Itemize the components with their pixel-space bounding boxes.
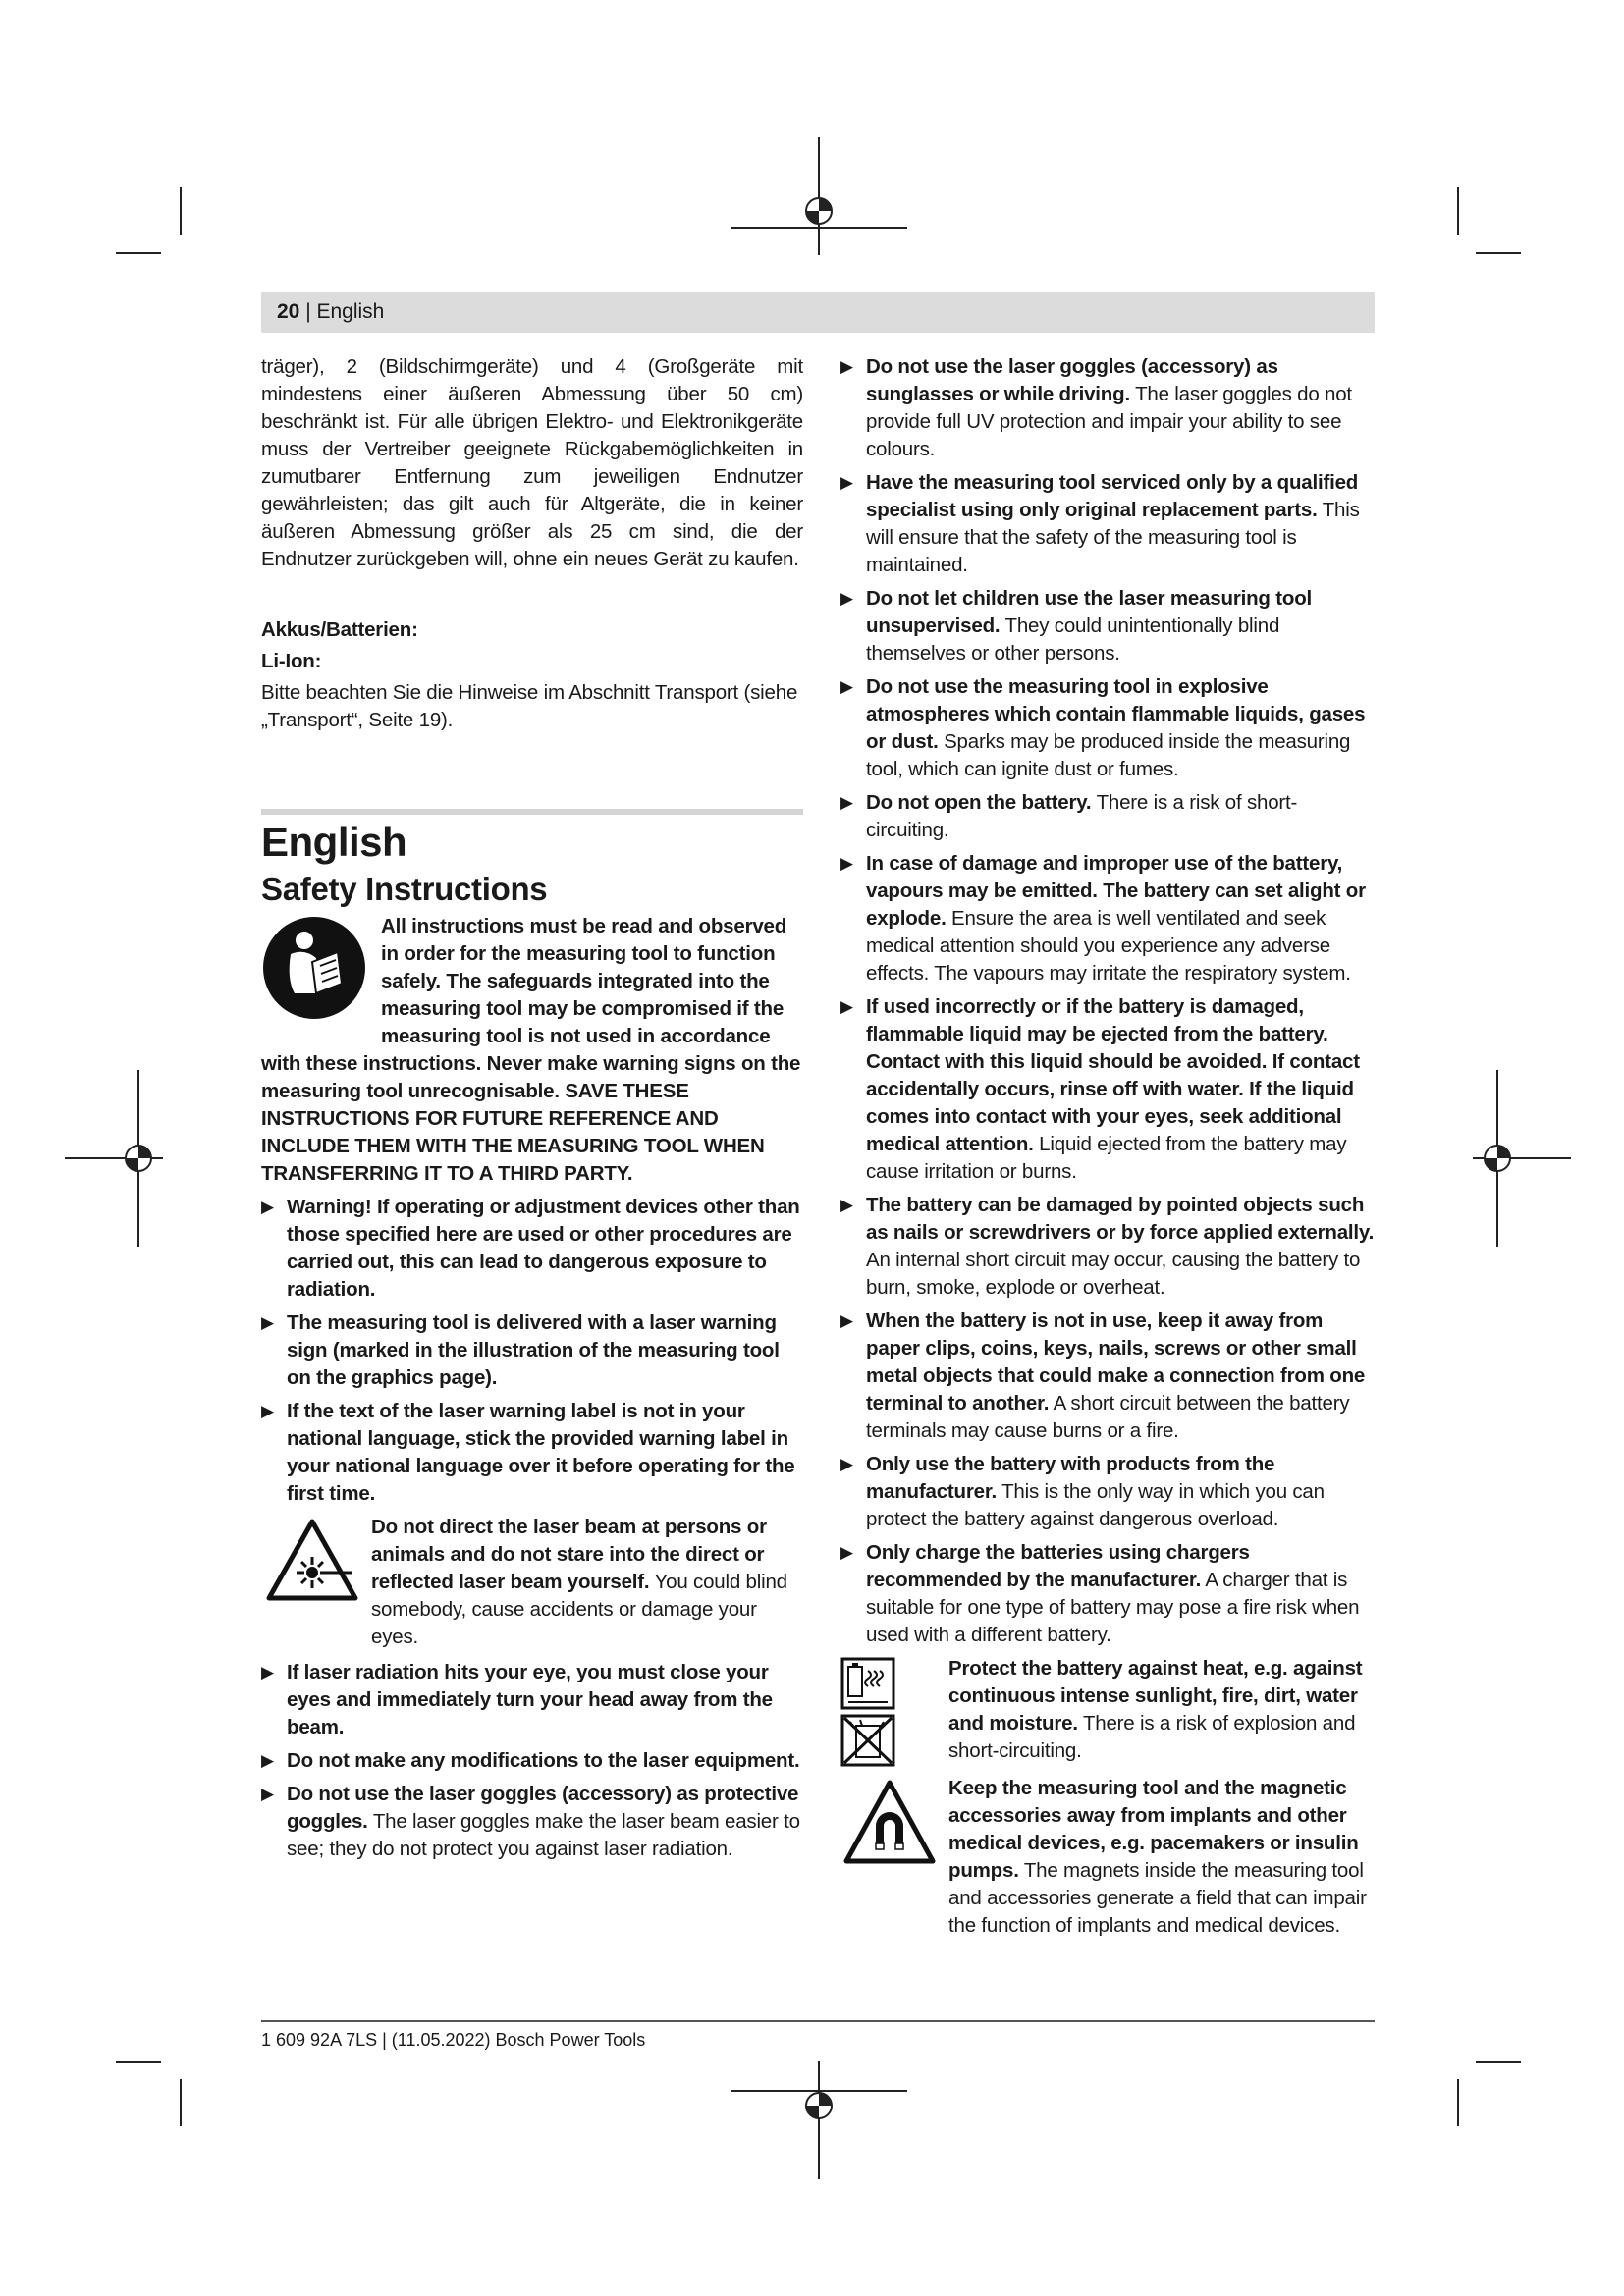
- item-text: Liquid ejected from the battery may cause irritation or burns.: [866, 1133, 1347, 1183]
- item-bold: If laser radiation hits your eye, you must close your eyes and immediately turn your head away from the beam.: [287, 1661, 773, 1738]
- bullet-arrow-icon: ▶: [261, 1663, 274, 1682]
- read-instructions-block: [261, 913, 803, 1188]
- right-column: [840, 353, 1379, 1940]
- list-item: [840, 993, 1379, 1186]
- section-title: English: [261, 819, 407, 865]
- list-item: [840, 673, 1379, 783]
- laser-warning-bold: Do not direct the laser beam at persons or animals and do not stare into the direct or reflected laser beam yourself.: [371, 1516, 767, 1593]
- item-bold: Do not let children use the laser measuring tool unsupervised.: [866, 587, 1313, 637]
- registration-mark-icon: [1473, 1070, 1571, 1247]
- read-instructions-text: All instructions must be read and observed in order for the measuring tool to function safely. The safeguards integrated into the measuring tool may be compromised if the measuring tool is not used in accordance with these instructions. Never make warning signs on the measuring tool unrecognisable. SAVE THESE INSTRUCTIONS FOR FUTURE REFERENCE AND INCLUDE THEM WITH THE MEASURING TOOL WHEN TRANSFERRING IT TO A THIRD PARTY.: [261, 915, 801, 1185]
- magnet-hazard-icon: [842, 1779, 937, 1865]
- item-bold: If the text of the laser warning label is not in your national language, stick the provided warning label in your national language over it before operating for the first time.: [287, 1400, 795, 1505]
- crop-mark: [1476, 252, 1521, 254]
- bullet-arrow-icon: ▶: [840, 1196, 853, 1214]
- bullet-arrow-icon: ▶: [840, 589, 853, 608]
- crop-mark: [116, 252, 161, 254]
- bullet-arrow-icon: ▶: [261, 1785, 274, 1803]
- page-number: 20: [277, 300, 300, 323]
- bullet-arrow-icon: ▶: [840, 1311, 853, 1330]
- item-text: An internal short circuit may occur, causing the battery to burn, smoke, explode or overheat.: [866, 1249, 1361, 1299]
- heat-warning-normal: There is a risk of explosion and short-circuiting.: [948, 1712, 1356, 1762]
- bullet-arrow-icon: ▶: [840, 793, 853, 812]
- item-bold: Do not use the laser goggles (accessory) as sunglasses or while driving.: [866, 355, 1278, 405]
- item-text: A charger that is suitable for one type of battery may pose a fire risk when used with a different battery.: [866, 1569, 1360, 1646]
- crop-mark: [180, 187, 182, 235]
- laser-warning-normal: You could blind somebody, cause accidents or damage your eyes.: [371, 1571, 787, 1648]
- list-item: [840, 469, 1379, 579]
- crop-mark: [116, 2061, 161, 2063]
- item-bold: In case of damage and improper use of the battery, vapours may be emitted. The battery can set alight or explode.: [866, 852, 1366, 930]
- heat-warning-block: [840, 1655, 1379, 1765]
- bullet-arrow-icon: ▶: [261, 1198, 274, 1216]
- item-bold: The battery can be damaged by pointed objects such as nails or screwdrivers or by force applied externally.: [866, 1194, 1375, 1244]
- batteries-heading: Akkus/Batterien:: [261, 618, 418, 641]
- list-item: [840, 1451, 1379, 1533]
- item-text: A short circuit between the battery terminals may cause burns or a fire.: [866, 1392, 1350, 1442]
- item-bold: Warning! If operating or adjustment devices other than those specified here are used or other procedures are carried out, this can lead to dangerous exposure to radiation.: [287, 1196, 800, 1301]
- item-bold: Only use the battery with products from the manufacturer.: [866, 1453, 1275, 1503]
- list-item: [840, 789, 1379, 844]
- liion-text: Bitte beachten Sie die Hinweise im Abschnitt Transport (siehe „Transport“, Seite 19).: [261, 681, 798, 731]
- item-text: Sparks may be produced inside the measuring tool, which can ignite dust or fumes.: [866, 730, 1351, 780]
- list-item: [840, 1192, 1379, 1302]
- list-item: [261, 1398, 803, 1508]
- item-text: There is a risk of short-circuiting.: [866, 791, 1298, 841]
- laser-hazard-icon: [265, 1518, 359, 1602]
- registration-mark-icon: [731, 137, 907, 255]
- item-bold: Only charge the batteries using chargers recommended by the manufacturer.: [866, 1541, 1250, 1591]
- crop-mark: [1476, 2061, 1521, 2063]
- item-bold: Do not use the laser goggles (accessory) as protective goggles.: [287, 1783, 799, 1833]
- header-language: English: [316, 300, 385, 323]
- bullet-arrow-icon: ▶: [840, 473, 853, 492]
- liion-heading: Li-Ion:: [261, 650, 322, 672]
- list-item: [840, 1539, 1379, 1649]
- list-item: [840, 353, 1379, 463]
- bullet-arrow-icon: ▶: [261, 1313, 274, 1332]
- item-text: The laser goggles make the laser beam easier to see; they do not protect you against laser radiation.: [287, 1810, 800, 1860]
- item-text: This is the only way in which you can protect the battery against dangerous overload.: [866, 1480, 1325, 1530]
- left-column: [261, 353, 803, 1869]
- heat-warning-text: [948, 1655, 1379, 1765]
- item-bold: Do not open the battery.: [866, 791, 1092, 814]
- registration-mark-icon: [731, 2061, 907, 2179]
- list-item: [261, 1659, 803, 1741]
- bullet-arrow-icon: ▶: [840, 677, 853, 696]
- item-bold: When the battery is not in use, keep it away from paper clips, coins, keys, nails, screws or other small metal objects that could make a connection from one terminal to another.: [866, 1309, 1366, 1415]
- list-item: [261, 1781, 803, 1863]
- list-item: [840, 850, 1379, 988]
- battery-water-icon: [840, 1714, 895, 1767]
- page-footer: 1 609 92A 7LS | (11.05.2022) Bosch Power Tools: [261, 2030, 646, 2050]
- laser-warning-block: [261, 1514, 803, 1651]
- list-item: [840, 585, 1379, 667]
- header-separator: |: [299, 300, 317, 323]
- item-text: Ensure the area is well ventilated and seek medical attention should you experience any adverse effects. The vapours may irritate the respiratory system.: [866, 907, 1351, 985]
- battery-heat-icon: [840, 1657, 895, 1710]
- magnet-warning-block: [840, 1775, 1379, 1940]
- intro-paragraph: träger), 2 (Bildschirmgeräte) und 4 (Großgeräte mit mindestens einer äußeren Abmessung über 50 cm) beschränkt ist. Für alle übrigen Elektro- und Elektronikgeräte muss der Vertreiber geeignete Rückgabemöglichkeiten in zumutbarer Entfernung zum jeweiligen Endnutzer gewährleisten; das gilt auch für Altgeräte, die in keiner äußeren Abmessung größer als 25 cm sind, die der Endnutzer zurückgeben will, ohne ein neues Gerät zu kaufen.: [261, 355, 803, 570]
- magnet-warning-normal: The magnets inside the measuring tool and accessories generate a field that can impair the function of implants and medical devices.: [948, 1859, 1367, 1937]
- bullet-arrow-icon: ▶: [261, 1402, 274, 1420]
- item-text: The laser goggles do not provide full UV protection and impair your ability to see colours.: [866, 383, 1352, 460]
- page-header-text: [277, 300, 384, 324]
- footer-divider: [261, 2020, 1375, 2022]
- crop-mark: [180, 2079, 182, 2126]
- page-header: [261, 292, 1375, 333]
- magnet-warning-text: [948, 1775, 1379, 1940]
- list-item: [261, 1747, 803, 1775]
- list-item: [261, 1194, 803, 1304]
- magnet-warning-bold: Keep the measuring tool and the magnetic accessories away from implants and other medical devices, e.g. pacemakers or insulin pumps.: [948, 1777, 1359, 1882]
- registration-mark-icon: [65, 1070, 163, 1247]
- list-item: [840, 1308, 1379, 1445]
- bullet-arrow-icon: ▶: [261, 1751, 274, 1770]
- bullet-arrow-icon: ▶: [840, 357, 853, 376]
- bullet-arrow-icon: ▶: [840, 1543, 853, 1562]
- item-bold: Do not make any modifications to the laser equipment.: [287, 1749, 800, 1772]
- read-manual-icon: [261, 915, 367, 1021]
- item-bold: Do not use the measuring tool in explosive atmospheres which contain flammable liquids, gases or dust.: [866, 675, 1366, 753]
- crop-mark: [1457, 2079, 1459, 2126]
- item-text: They could unintentionally blind themselves or other persons.: [866, 614, 1280, 665]
- subsection-title: Safety Instructions: [261, 871, 548, 907]
- item-bold: The measuring tool is delivered with a laser warning sign (marked in the illustration of the measuring tool on the graphics page).: [287, 1311, 780, 1389]
- list-item: [261, 1309, 803, 1392]
- bullet-arrow-icon: ▶: [840, 997, 853, 1016]
- item-text: This will ensure that the safety of the measuring tool is maintained.: [866, 499, 1360, 576]
- bullet-arrow-icon: ▶: [840, 1455, 853, 1473]
- item-bold: If used incorrectly or if the battery is damaged, flammable liquid may be ejected from the battery. Contact with this liquid should be avoided. If contact accidentally occurs, rinse off with water. If the liquid comes into contact with your eyes, seek additional medical attention.: [866, 995, 1360, 1155]
- item-bold: Have the measuring tool serviced only by a qualified specialist using only original replacement parts.: [866, 471, 1359, 521]
- crop-mark: [1457, 187, 1459, 235]
- bullet-arrow-icon: ▶: [840, 854, 853, 873]
- section-divider: [261, 809, 803, 815]
- laser-warning-text: [371, 1514, 803, 1651]
- heat-warning-bold: Protect the battery against heat, e.g. against continuous intense sunlight, fire, dirt, water and moisture.: [948, 1657, 1363, 1735]
